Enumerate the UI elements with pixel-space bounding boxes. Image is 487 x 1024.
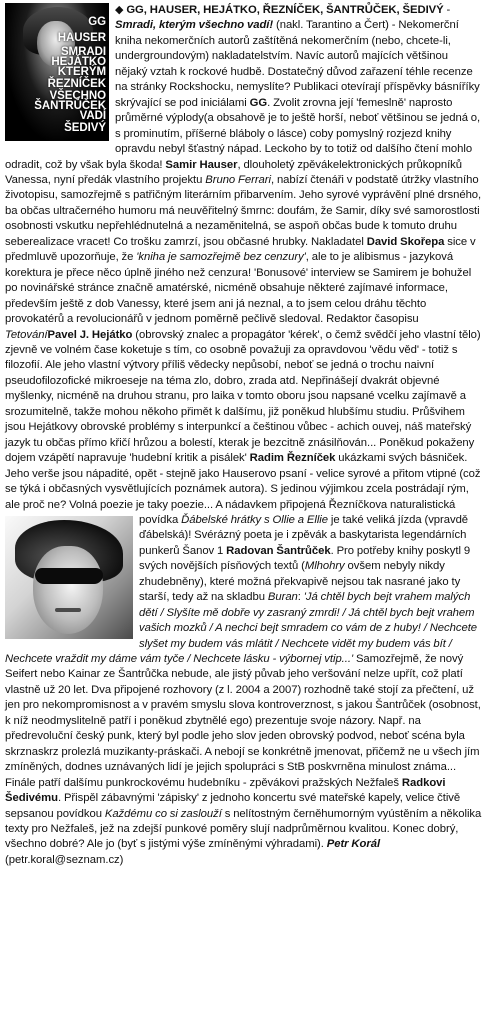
cover-line: VADÍ	[79, 110, 106, 122]
body-text: sice v předmluvě upozorňuje, že	[5, 235, 476, 264]
body-text: Samozřejmě, že nový Seifert nebo Kainar ze Šantrůčka nebude, ale jistý půvab jeho veršování nelze upřít, což platí vlastně už 20 let. Dva připojené rozhovory (z l. 2004 a 2007) rozhodně také stojí za přečtení, už jen pro nekompromisnost a v pravém smyslu slova kontroverznost, s jakou Šantrůček (osobnost, k níž neodmyslitelně patří i poněkud zbytnělé ego) prezentuje svoje názory. Např. na předrevoluční český punk, který byl podle jeho slov jeden obrovský podvod, neboť scéna byla skrznaskrz prolezlá muzikanty-práskači. A nebojí se konkrétně jmenovat, přičemž ne u všech jím zmíněných, dodnes uznávaných lidí je jejich spolupráci s StB poskvrněna minulost známa... Finále patří dalšímu punkrockovému hudebníku - zpěvákovi pražských Nežfalеš	[5, 653, 481, 789]
emphasis-text: 'kniha je samozřejmě bez cenzury'	[136, 251, 306, 264]
portrait-glasses-shape	[35, 568, 103, 584]
body-text: je také veliká jízda	[328, 513, 425, 526]
emphasis-text: Ďábelské hrátky s Ollie a Ellie	[181, 513, 328, 526]
author-name: GG	[249, 96, 268, 109]
body-text: ovšem nebyly nikdy zhudebněny), které možná překvapivě nejsou tak nasrané jako ty starší, tedy až na skladbu	[139, 560, 461, 604]
author-name: Radkovi Šedivému	[5, 776, 446, 805]
body-text: (petr.koral@seznam.cz)	[5, 853, 124, 866]
cover-line: SMRADI	[60, 46, 106, 58]
cover-line: ŘEZNÍČEK	[47, 78, 106, 90]
review-article	[5, 3, 483, 868]
book-cover-image	[5, 3, 109, 141]
author-name: Samir Hauser	[165, 158, 238, 171]
body-text: , ale to je alibismus - jazyková korektura je přece něco úplně jiného než cenzura! 'Bonusové' interview se Samirem je bohužel po novinářské stránce značně amatérské, nicméně obsahuje některé zajímavé informace, především ještě z dob Vanessy, které jsem ani já neznal, a to jsem celou dráhu těchto provokatérů a revolucionářů v jednom poměrně pečlivě sledoval. Redaktor časopisu	[5, 251, 472, 326]
bullet-icon: ◆	[115, 4, 124, 16]
author-name: Radovan Šantrůček	[226, 544, 331, 557]
body-text: (vpravdě ďábelská)! Svérázný poeta je i zpěvák a baskytarista legendárních punkerů Šanov 1	[139, 513, 469, 557]
portrait-face-shape	[33, 546, 103, 634]
body-text: s nelítostným černěhumorným vyústěním a několika texty pro Nežfaleš, jež na zdejší punkové poměry slují nadprůměrnou kvalitou. Konec dobrý, všechno dobré? Ale jo (byť s jistými výše zmíněnými výhradami).	[5, 807, 482, 851]
body-text: . Pro potřeby knihy poskytl 9 svých novějších písňových textů (	[139, 544, 471, 573]
musician-portrait-image	[5, 516, 133, 639]
author-name: Pavel J. Hejátko	[47, 328, 133, 341]
cover-line: VŠECHNO	[49, 90, 106, 102]
publisher-note: (nakl. Tarantino a Čert) -	[273, 19, 399, 32]
emphasis-text: 'Já chtěl bych bejt vrahem malých dětí / Slyšíte mě dobře vy zasraný zmrdi! / Já chtěl bych bejt vrahem vašich mozků / A nechci bejt smradem co vám de z huby! / Nechcete slyšet my budem vás mlátit / Nechcete vidět my budem vás bít / Nechcete vraždit my dáme vám tyče / Nechcete lásku - výbornej vtip...'	[5, 591, 478, 666]
cover-line: ŠANTRŮČEK	[34, 100, 106, 112]
emphasis-text: Každému co si zaslouží	[104, 807, 222, 820]
author-name: David Skořepa	[366, 235, 445, 248]
emphasis-text: Bruno Ferrari	[205, 173, 271, 186]
emphasis-text: Buran	[267, 591, 298, 604]
emphasis-text: Mlhohry	[304, 560, 345, 573]
body-text: (obrovský znalec a propagátor 'kérek', o čemž svědčí jeho vlastní tělo) zjevně ve volném čase koketuje s tím, co osobně považuji za opravdovou 'vědu věd' - totiž s filozofií. Ale jeho vlastní výtvory příliš vědecky nepůsobí, neboť se jedná o trochu naivní pseudofilozofické mikroeseje na téma zlo, dobro, zrada atd. Nepřinášejí dvakrát objevné myšlenky, nicméně na druhou stranu, pro laika v tomto oboru jsou napsané vcelku zajímavě a srozumitelně, takže mohou někoho přimět k dalšímu, již poněkud hlubšímu studiu. Průšvihem jsou Hejátkovy obrovské problémy s interpunkcí a češtinou vůbec - achich ouvej, náš mateřský jazyk tu občas přímo křičí hrůzou a bolestí, kterak je bezcitně znásilňován... Poněkud pokaženy dojem vzápětí napravuje 'hudební kritik a pisálek'	[5, 328, 481, 465]
body-text: . Zvolit zrovna její 'femeslně' naprosto průměrné výplody(a obsahově je to ještě horší, neboť většinou se jedná o, s prominutím, příšerné bláboly o lásce) coby pomyslný rozjezd knihy opravdu nebyl šťastný nápad. Leckoho by to totiž od dalšího čtení mohlo odradit, což by však byla škoda!	[5, 96, 481, 171]
body-text: , nabízí čtenáři v podstatě útržky vlastního životopisu, samozřejmě s patřičným literárním přibarvením. Jeho syrové vyprávění plné drsného, ba občas ultračerného humoru má neuvěřitelný šmrnc: doufám, že Samir, díky své samorostlosti osobnosti vskutku nepřehlédnutelná a nezaměnitelná, se aspoň občas bude k tomuto druhu seberealizace vracet! Co trošku zamrzí, jsou občasné hrubky. Nakladatel	[5, 173, 482, 248]
body-text: ukázkami svých básniček. Jeho verše jsou nápadité, opět - stejně jako Hauserovo psaní - velice syrové a přitom vtipné (což se týká i občasných vysvětlujících poznámek autora). S jedinou výjimkou zcela postrádají rým, ale proč ne? Volná poezie je taky poezie... A nádavkem připojená Řezníčkova naturalistická povídka	[5, 452, 481, 526]
book-title: Smradi, kterým všechno vadí!	[115, 19, 274, 32]
emphasis-text: Petr Korál	[326, 838, 381, 851]
article-title: GG, HAUSER, HEJÁTKO, ŘEZNÍČEK, ŠANTRŮČEK, ŠEDIVÝ	[126, 4, 444, 16]
emphasis-text: Tetování	[5, 328, 48, 341]
cover-line: ŠEDIVÝ	[64, 122, 106, 134]
body-text: . Přispěl zábavnými 'zápisky' z jednoho koncertu své mateřské kapely, velice čtivě sepsanou povídkou	[5, 792, 461, 820]
article-body	[5, 16, 482, 866]
body-text: :	[297, 591, 304, 604]
cover-line: KTERÝM	[57, 66, 106, 78]
cover-line: HEJÁTKO	[51, 56, 106, 68]
author-name: Radim Řezníček	[249, 452, 336, 465]
body-text: Nekomerční kniha nekomerčních autorů zaštítěná nekomerčním (nebo, chcete-li, undergroundovým) nakladatelstvím. Navíc autorů majících většinou nějaký vztah k rockové hudbě. Dostatečný důvod zařazení téhle recenze na stránky Rockshocku, nemyslíte? Publikaci otevírají příspěvky básníříky skrývající se pod iniciálami	[115, 19, 480, 109]
body-text: , dlouholetý zpěvákelektronických průkopníků Vanessa, nyní předák vlastního projektu	[5, 158, 462, 186]
cover-line: GG	[88, 16, 106, 28]
cover-line: HAUSER	[57, 32, 106, 44]
title-dash: -	[443, 4, 451, 16]
portrait-mouth-shape	[55, 608, 81, 612]
